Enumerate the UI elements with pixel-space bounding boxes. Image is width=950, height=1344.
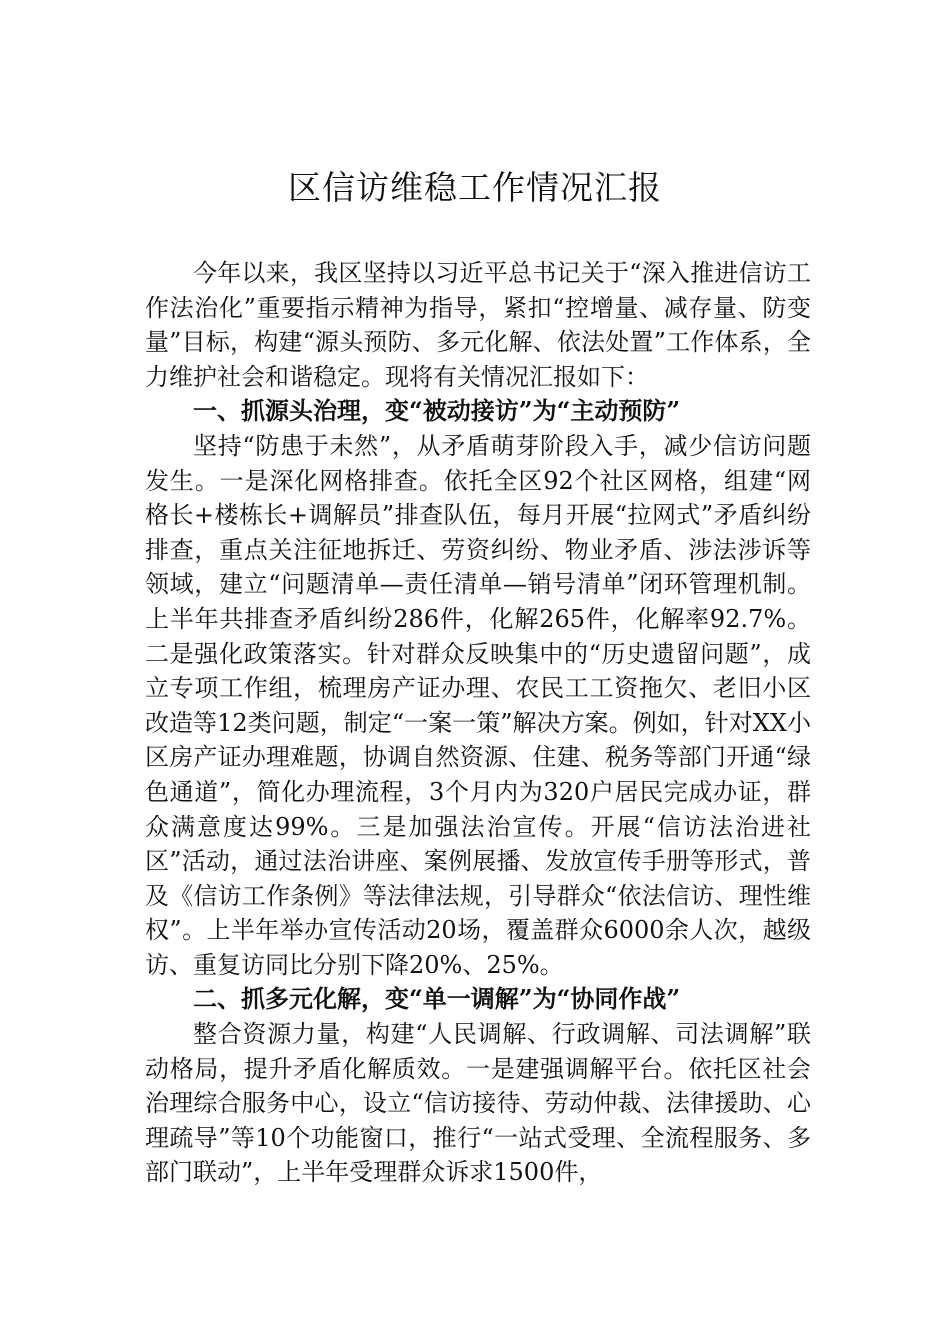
paragraph-intro: 今年以来，我区坚持以习近平总书记关于“深入推进信访工作法治化”重要指示精神为指导，紧扣“控增量、减存量、防变量”目标，构建“源头预防、多元化解、依法处置”工作体系，全力维护社会和谐稳定。现将有关情况汇报如下： [145,259,811,391]
section-heading-2: 二、抓多元化解，变“单一调解”为“协同作战” [193,984,681,1014]
section-heading-1: 一、抓源头治理，变“被动接访”为“主动预防” [193,396,681,426]
document-body [145,256,811,1190]
paragraph-section-1: 坚持“防患于未然”，从矛盾萌芽阶段入手，减少信访问题发生。一是深化网格排查。依托全区92个社区网格，组建“网格长+楼栋长+调解员”排查队伍，每月开展“拉网式”矛盾纠纷排查，重点关注征地拆迁、劳资纠纷、物业矛盾、涉法涉诉等领域，建立“问题清单—责任清单—销号清单”闭环管理机制。上半年共排查矛盾纠纷286件，化解265件，化解率92.7%。二是强化政策落实。针对群众反映集中的“历史遗留问题”，成立专项工作组，梳理房产证办理、农民工工资拖欠、老旧小区改造等12类问题，制定“一案一策”解决方案。例如，针对XX小区房产证办理难题，协调自然资源、住建、税务等部门开通“绿色通道”，简化办理流程，3个月内为320户居民完成办证，群众满意度达99%。三是加强法治宣传。开展“信访法治进社区”活动，通过法治讲座、案例展播、发放宣传手册等形式，普及《信访工作条例》等法律法规，引导群众“依法信访、理性维权”。上半年举办宣传活动20场，覆盖群众6000余人次，越级访、重复访同比分别下降20%、25%。 [145,431,811,979]
document-title: 区信访维稳工作情况汇报 [288,168,662,207]
paragraph-section-2: 整合资源力量，构建“人民调解、行政调解、司法调解”联动格局，提升矛盾化解质效。一是建强调解平台。依托区社会治理综合服务中心，设立“信访接待、劳动仲裁、法律援助、心理疏导”等10个功能窗口，推行“一站式受理、全流程服务、多部门联动”，上半年受理群众诉求1500件， [145,1020,811,1187]
